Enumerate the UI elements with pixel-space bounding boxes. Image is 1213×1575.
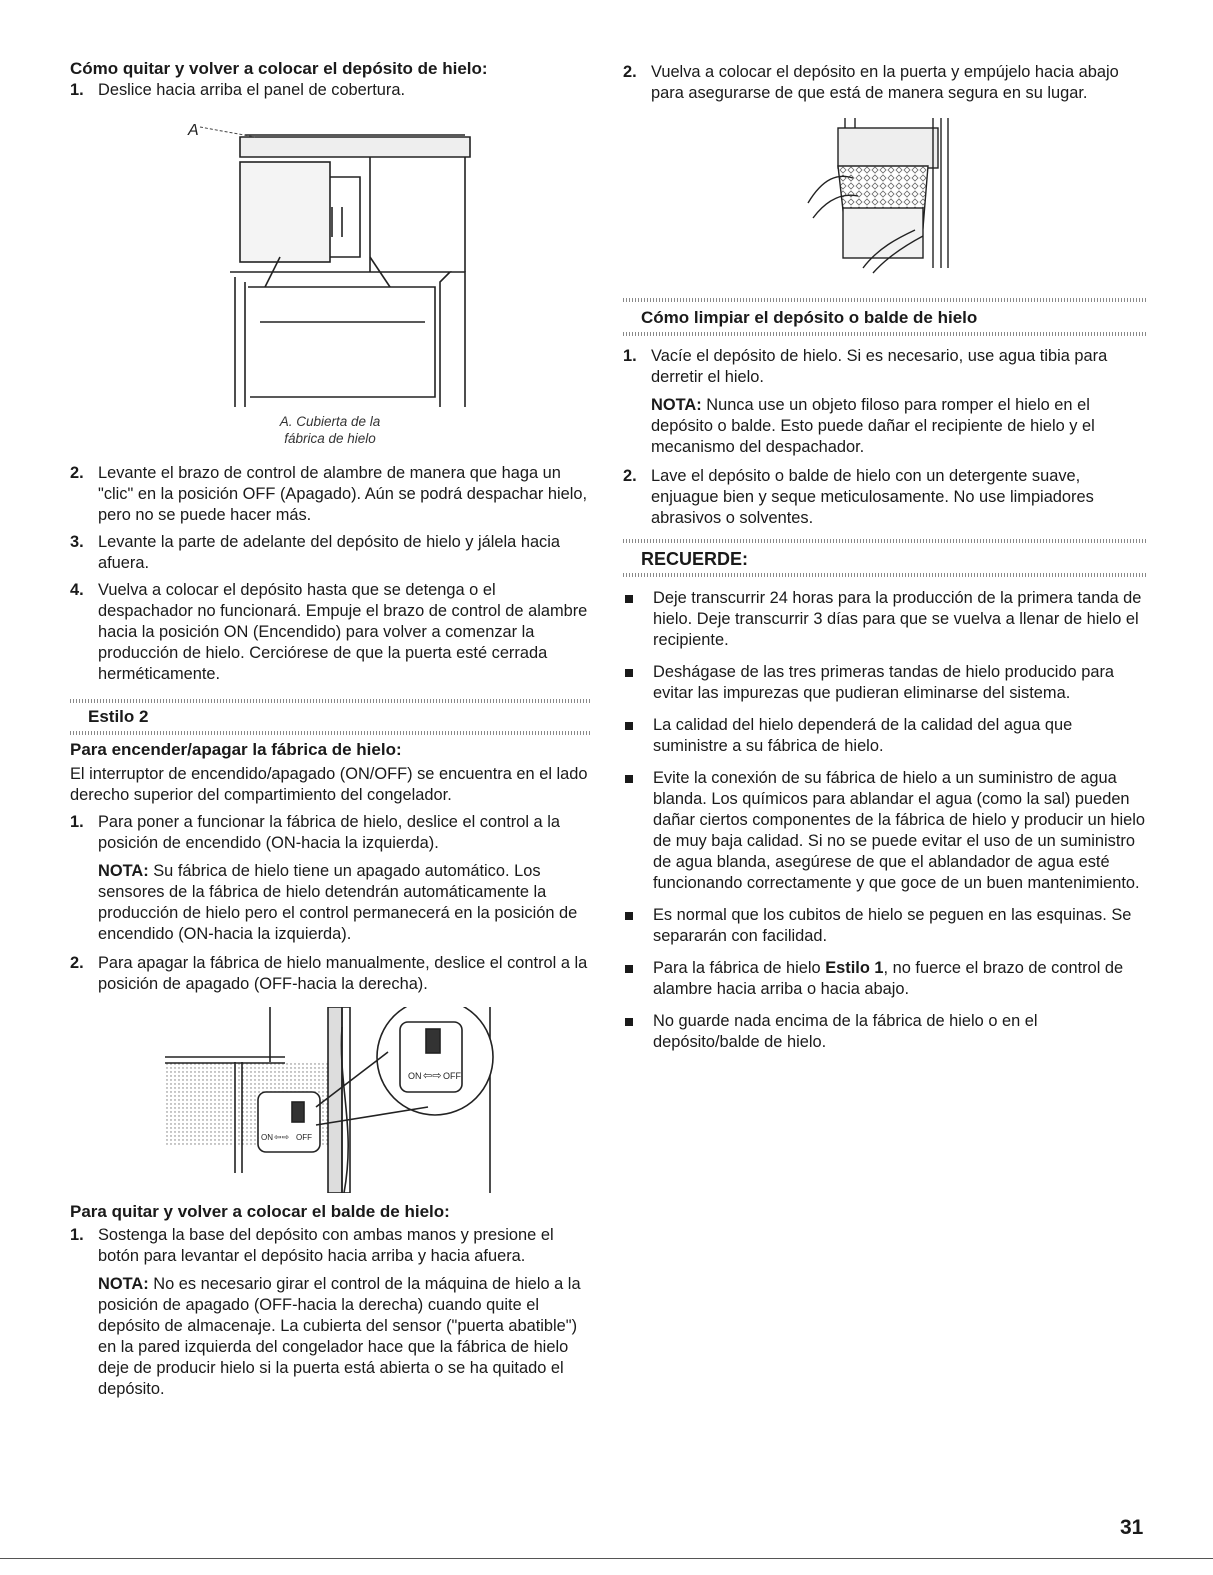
hatch-divider [623,573,1148,577]
step-text: Para poner a funcionar la fábrica de hielo, deslice el control a la posición de encendido (ON-hacia la izquierda). [98,813,560,852]
bullet-icon [625,775,633,783]
list-item-text: Deje transcurrir 24 horas para la producción de la primera tanda de hielo. Deje transcurrir 3 días para que se vuelva a llenar de hielo el recipiente. [653,589,1142,649]
section-heading: Cómo limpiar el depósito o balde de hielo [641,308,978,327]
intro-paragraph: El interruptor de encendido/apagado (ON/OFF) se encuentra en el lado derecho superior del compartimiento del congelador. [70,765,588,804]
list-item [623,905,1148,947]
step-number: 2. [623,63,637,81]
note-label: NOTA: [651,396,702,414]
figure-label-a: A [188,122,199,139]
text-run: , no fuerce el brazo de control de alambre hacia arriba o hacia abajo. [653,959,1124,998]
bullet-icon [625,965,633,973]
list-item [623,958,1148,1000]
list-item-text [653,958,1148,1000]
step-number: 2. [623,467,637,485]
list-item-text: No guarde nada encima de la fábrica de hielo o en el depósito/balde de hielo. [653,1012,1038,1051]
note [98,861,590,945]
hatch-divider [70,731,590,735]
step-number: 3. [70,533,84,551]
step-text: Para apagar la fábrica de hielo manualmente, deslice el control a la posición de apagado (OFF-hacia la derecha). [98,954,588,993]
switch-arrows-icon: ⇦⇨ [423,1069,442,1082]
step-1 [70,812,590,854]
cover-panel-illustration [70,107,590,407]
section-bar-recuerde [623,539,1148,577]
bullet-icon [625,595,633,603]
hatch-divider [623,332,1148,336]
note-label: NOTA: [98,1275,149,1293]
switch-illustration [70,1007,590,1193]
step-text: Vuelva a colocar el depósito en la puerta y empújelo hacia abajo para asegurarse de que está de manera segura en su lugar. [651,63,1119,102]
hatch-divider [623,298,1148,302]
step-1 [70,80,590,101]
figure-cover-panel [70,107,590,407]
figure-on-off-switch [70,1007,590,1193]
caption-line-1: A. Cubierta de la [279,414,381,429]
step-text: Lave el depósito o balde de hielo con un detergente suave, enjuague bien y seque meticulosamente. No use limpiadores abrasivos o solventes. [651,467,1094,527]
step-text: Levante el brazo de control de alambre de manera que haga un "clic" en la posición OFF (Apagado). Aún se podrá despachar hielo, pero no se puede hacer más. [98,464,588,524]
list-item-text: Es normal que los cubitos de hielo se peguen en las esquinas. Se separarán con facilidad. [653,906,1132,945]
note-text: No es necesario girar el control de la máquina de hielo a la posición de apagado (OFF-hacia la derecha) cuando quite el depósito de almacenaje. La cubierta del sensor ("puerta abatible") en la pared izquierda del congelador hace que la fábrica de hielo deje de producir hielo si la puerta está abierta o se ha quitado el depósito. [98,1275,581,1398]
section-title-on-off: Para encender/apagar la fábrica de hielo: [70,740,402,759]
list-item [623,1011,1148,1053]
reminder-list [623,588,1148,1053]
figure-caption [70,413,590,447]
step-3 [70,532,590,574]
step-text: Vuelva a colocar el depósito hasta que se detenga o el despachador no funcionará. Empuje el brazo de control de alambre hacia la posición ON (Encendido) para volver a comenzar la producción de hielo. Cerciórese de que la puerta esté cerrada herméticamente. [98,581,588,683]
step-text: Levante la parte de adelante del depósito de hielo y jálela hacia afuera. [98,533,561,572]
list-item-text: Deshágase de las tres primeras tandas de hielo producido para evitar las impurezas que pudieran eliminarse del sistema. [653,663,1115,702]
list-item-text: Evite la conexión de su fábrica de hielo a un suministro de agua blanda. Los químicos para ablandar el agua (como la sal) pueden dañar ciertos componentes de la fábrica de hielo y producir un hielo de muy baja calidad. Si no se puede evitar el uso de un suministro de agua blanda, asegúrese de que el ablandador de agua esté funcionando correctamente y que goce de un buen mantenimiento. [653,769,1146,892]
note-text: Su fábrica de hielo tiene un apagado automático. Los sensores de la fábrica de hielo detendrán automáticamente la producción de hielo pero el control permanecerá en la posición de encendido (ON-hacia la izquierda). [98,862,578,943]
left-column [70,58,590,1400]
bullet-icon [625,722,633,730]
right-column [623,58,1148,1053]
step-text: Deslice hacia arriba el panel de cobertura. [98,81,406,99]
step-2 [623,466,1148,529]
switch-arrows-icon-small: ⇦⇨ [274,1133,290,1143]
step-number: 2. [70,464,84,482]
list-item [623,588,1148,651]
list-item-text: La calidad del hielo dependerá de la calidad del agua que suministre a su fábrica de hielo. [653,716,1073,755]
note-text: Nunca use un objeto filoso para romper el hielo en el depósito o balde. Esto puede dañar el recipiente de hielo y el mecanismo del despachador. [651,396,1095,456]
step-number: 4. [70,581,84,599]
section-title-remove-bin: Cómo quitar y volver a colocar el depósito de hielo: [70,59,488,78]
caption-line-2: fábrica de hielo [284,431,376,446]
hatch-divider [623,539,1148,543]
note-label: NOTA: [98,862,149,880]
switch-on-label: ON [408,1071,422,1081]
section-title-remove-bucket: Para quitar y volver a colocar el balde de hielo: [70,1202,450,1221]
step-number: 2. [70,954,84,972]
list-item [623,715,1148,757]
section-bar-estilo-2 [70,699,590,733]
note [651,395,1148,458]
figure-replace-bin [623,118,1148,278]
step-2 [70,953,590,995]
switch-off-label-small: OFF [296,1133,312,1142]
step-text: Vacíe el depósito de hielo. Si es necesario, use agua tibia para derretir el hielo. [651,347,1108,386]
switch-off-label: OFF [443,1071,461,1081]
step-1 [70,1225,590,1267]
bullet-icon [625,912,633,920]
footer-rule [0,1558,1213,1559]
step-4 [70,580,590,685]
hatch-divider [70,699,590,703]
bullet-icon [625,669,633,677]
step-number: 1. [70,81,84,99]
note [98,1274,590,1400]
list-item [623,662,1148,704]
replace-bin-illustration [623,118,1148,278]
step-number: 1. [70,1226,84,1244]
section-bar-clean [623,298,1148,336]
step-2 [70,463,590,526]
section-heading: Estilo 2 [88,707,149,726]
step-text: Sostenga la base del depósito con ambas manos y presione el botón para levantar el depósito hacia arriba y hacia afuera. [98,1226,554,1265]
step-1 [623,346,1148,388]
step-2 [623,62,1148,104]
switch-on-label-small: ON [261,1133,273,1142]
step-number: 1. [623,347,637,365]
text-run-bold: Estilo 1 [825,959,884,977]
bullet-icon [625,1018,633,1026]
step-number: 1. [70,813,84,831]
list-item [623,768,1148,894]
page-number: 31 [1120,1516,1144,1539]
text-run: Para la fábrica de hielo [653,959,826,977]
section-heading: RECUERDE: [641,549,749,569]
